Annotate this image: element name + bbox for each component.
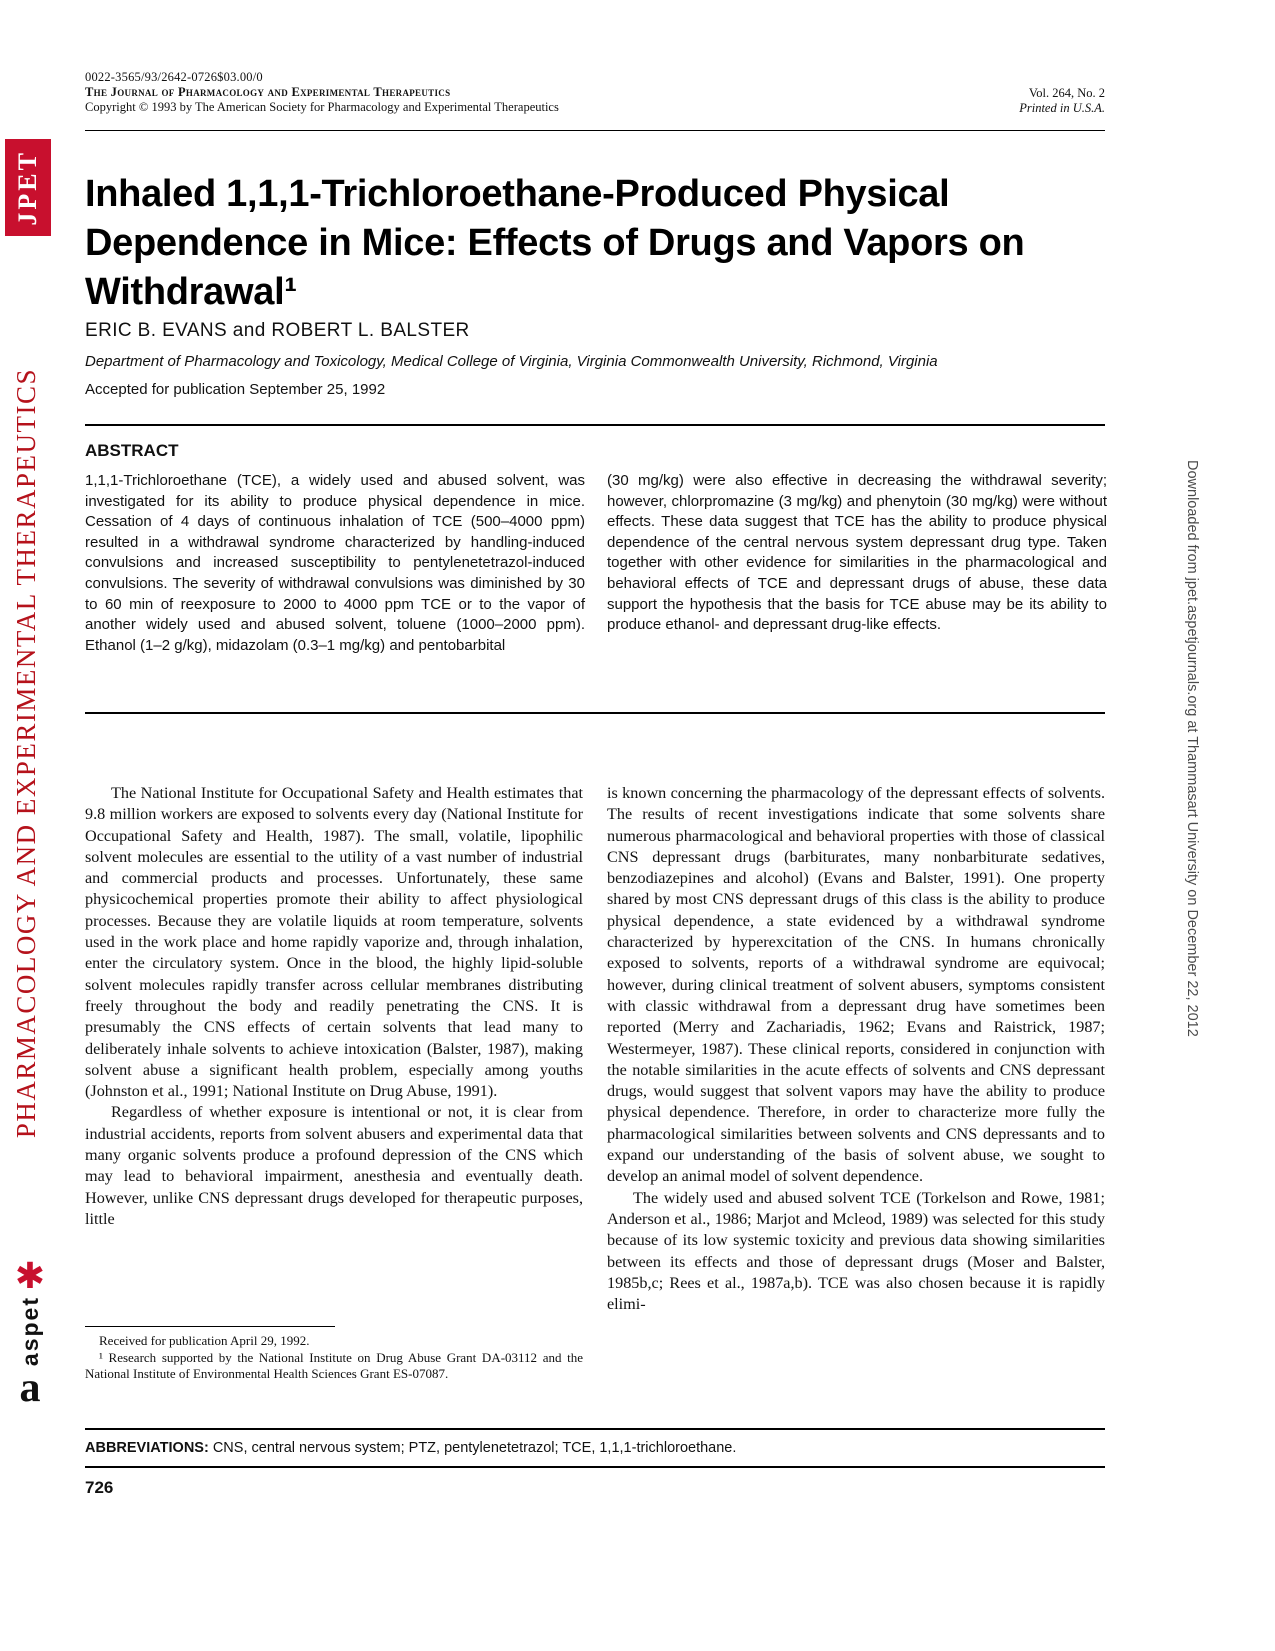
authors-line: ERIC B. EVANS and ROBERT L. BALSTER: [85, 320, 470, 341]
article-title: Inhaled 1,1,1-Trichloroethane-Produced Physical Dependence in Mice: Effects of Drugs and Vapors on Withdrawal¹: [85, 173, 1025, 313]
body-column-right: [607, 783, 1105, 1315]
aspet-logo-text: aspet: [16, 1296, 43, 1367]
abbreviations-top-divider: [85, 1428, 1105, 1430]
footnote-divider: [85, 1326, 335, 1327]
issn-line: 0022-3565/93/2642-0726$03.00/0: [85, 70, 263, 84]
body-column-left: [85, 783, 583, 1230]
body-paragraph: is known concerning the pharmacology of the depressant effects of solvents. The results of recent investigations indicate that some solvents share numerous pharmacological and behavioral properties with those of classical CNS depressant drugs (barbiturates, many nonbarbiturate sedatives, benzodiazepines and alcohol) (Evans and Balster, 1991). One property shared by most CNS depressant drugs of this class is the ability to produce physical dependence, a state evidenced by a withdrawal syndrome characterized by hyperexcitation of the CNS. In humans chronically exposed to solvents, reports of a withdrawal syndrome are equivocal; however, during clinical treatment of solvent abusers, symptoms consistent with classic withdrawal from a depressant drug have sometimes been reported (Merry and Zachariadis, 1962; Evans and Raistrick, 1987; Westermeyer, 1987). These clinical reports, considered in conjunction with the notable similarities in the acute effects of solvents and CNS depressant drugs, would suggest that solvent vapors may have the ability to produce physical dependence. Therefore, in order to characterize more fully the pharmacological similarities between solvents and CNS depressants and to expand our understanding of the basis of solvent abuse, we sought to develop an animal model of solvent dependence.: [607, 784, 1105, 1186]
journal-header-right: [905, 86, 1105, 116]
page-number: 726: [85, 1478, 114, 1497]
printed-in: Printed in U.S.A.: [1019, 101, 1105, 115]
abbreviations-label: ABBREVIATIONS:: [85, 1440, 209, 1456]
header-divider: [85, 130, 1105, 131]
jpet-logo-text: JPET: [13, 149, 42, 226]
aspet-logo: [4, 1258, 56, 1438]
footnotes: [85, 1333, 583, 1383]
footnote-received: Received for publication April 29, 1992.: [99, 1333, 310, 1348]
copyright-line: Copyright © 1993 by The American Society for Pharmacology and Experimental Therapeutics: [85, 100, 559, 114]
abstract-top-divider: [85, 424, 1105, 426]
jpet-logo-badge: [5, 139, 51, 236]
abbreviations-line: [85, 1440, 1105, 1456]
abstract-bottom-divider: [85, 712, 1105, 714]
abbreviations-bottom-divider: [85, 1466, 1105, 1468]
abstract-heading: ABSTRACT: [85, 441, 179, 460]
body-paragraph: The National Institute for Occupational Safety and Health estimates that 9.8 million workers are exposed to solvents every day (National Institute for Occupational Safety and Health, 1987). The small, volatile, lipophilic solvent molecules are essential to the utility of a vast number of industrial and commercial products and processes. Unfortunately, these same physicochemical properties promote their ability to affect physiological processes. Because they are volatile liquids at room temperature, solvents used in the work place and home rapidly vaporize and, through inhalation, enter the circulatory system. Once in the blood, the highly lipid-soluble solvent molecules rapidly transfer across cellular membranes distributing freely throughout the body and readily penetrating the CNS. It is presumably the CNS effects of certain solvents that lead many to deliberately inhale solvents to achieve intoxication (Balster, 1987), making solvent abuse a significant health problem, especially among youths (Johnston et al., 1991; National Institute on Drug Abuse, 1991).: [85, 784, 583, 1101]
footnote-grant: ¹ Research supported by the National Institute on Drug Abuse Grant DA-03112 and the National Institute of Environmental Health Sciences Grant ES-07087.: [85, 1349, 583, 1382]
journal-name: The Journal of Pharmacology and Experimental Therapeutics: [85, 85, 451, 99]
abbreviations-text: CNS, central nervous system; PTZ, pentylenetetrazol; TCE, 1,1,1-trichloroethane.: [212, 1440, 737, 1456]
aspet-flower-icon: ✱: [14, 1256, 46, 1296]
volume-number: Vol. 264, No. 2: [1028, 86, 1105, 100]
aspet-a-glyph: a: [19, 1365, 41, 1412]
abstract-column-right: (30 mg/kg) were also effective in decreasing the withdrawal severity; however, chlorpromazine (3 mg/kg) and phenytoin (30 mg/kg) were without effects. These data suggest that TCE has the ability to produce physical dependence of the central nervous system depressant drug type. Taken together with other evidence for similarities in the pharmacological and behavioral effects of TCE and depressant drugs of abuse, these data support the hypothesis that the basis for TCE abuse may be its ability to produce ethanol- and depressant drug-like effects.: [607, 472, 1107, 634]
journal-vertical-text: PHARMACOLOGY AND EXPERIMENTAL THERAPEUTICS: [10, 367, 41, 1139]
journal-vertical-title: [2, 248, 50, 1258]
accepted-line: Accepted for publication September 25, 1992: [85, 381, 386, 398]
journal-header-left: [85, 70, 559, 115]
abstract-column-left: 1,1,1-Trichloroethane (TCE), a widely used and abused solvent, was investigated for its ability to produce physical dependence in mice. Cessation of 4 days of continuous inhalation of TCE (500–4000 ppm) resulted in a withdrawal syndrome characterized by handling-induced convulsions and increased susceptibility to pentylenetetrazol-induced convulsions. The severity of withdrawal convulsions was diminished by 30 to 60 min of reexposure to 2000 to 4000 ppm TCE or to the vapor of another widely used and abused solvent, toluene (1000–2000 ppm). Ethanol (1–2 g/kg), midazolam (0.3–1 mg/kg) and pentobarbital: [85, 472, 585, 654]
body-paragraph: Regardless of whether exposure is intentional or not, it is clear from industrial accidents, reports from solvent abusers and experimental data that many organic solvents produce a profound depression of the CNS which may lead to behavioral impairment, anesthesia and eventually death. However, unlike CNS depressant drugs developed for therapeutic purposes, little: [85, 1103, 583, 1228]
body-paragraph: The widely used and abused solvent TCE (Torkelson and Rowe, 1981; Anderson et al., 1986; Marjot and Mcleod, 1989) was selected for this study because of its low systemic toxicity and previous data showing similarities between its effects and those of depressant drugs (Moser and Balster, 1985b,c; Rees et al., 1987a,b). TCE was also chosen because it is rapidly elimi-: [607, 1188, 1105, 1314]
affiliation-line: Department of Pharmacology and Toxicology, Medical College of Virginia, Virginia Commonwealth University, Richmond, Virginia: [85, 353, 938, 370]
download-attribution-note: Downloaded from jpet.aspetjournals.org at Thammasart University on December 22, 2012: [1184, 460, 1200, 1037]
